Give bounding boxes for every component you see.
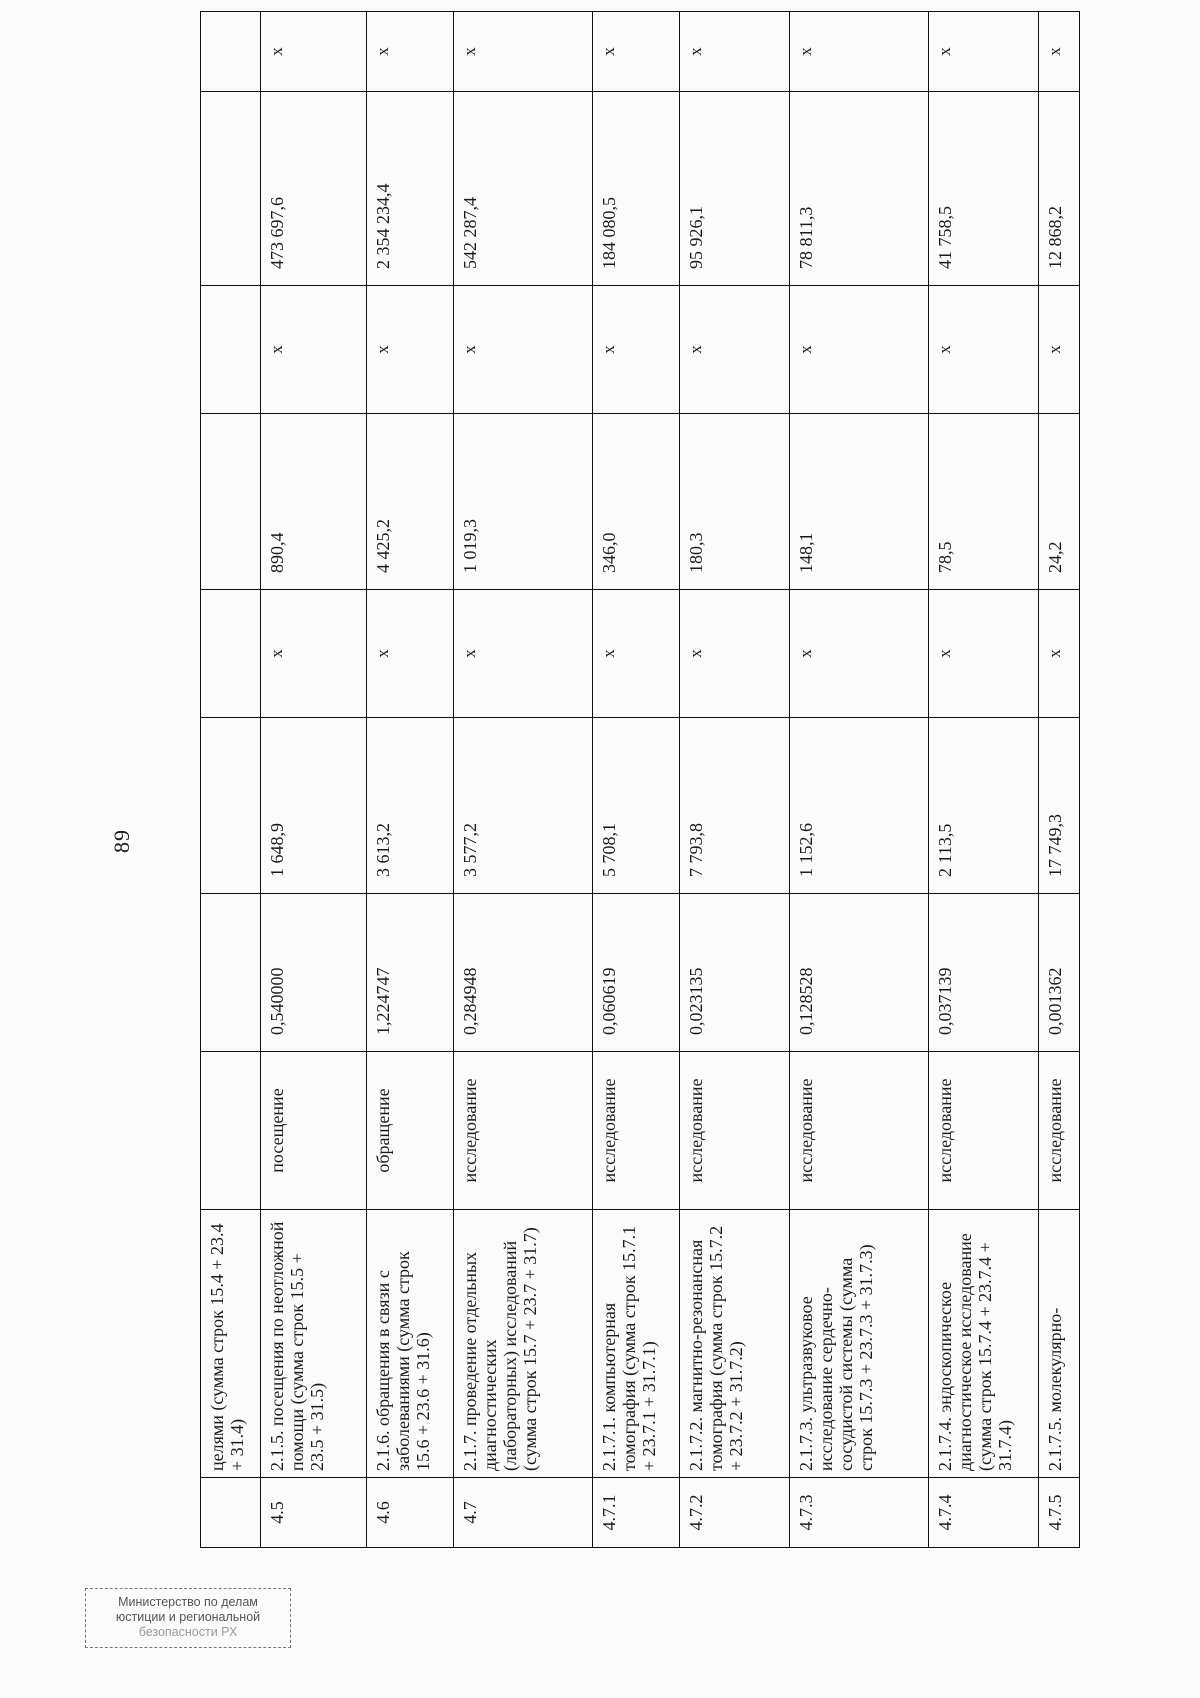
row-name: 2.1.7.1. компьютерная томография (сумма строк 15.7.1 + 23.7.1 + 31.7.1) (592, 1210, 679, 1478)
row-norm: 0,128528 (790, 894, 928, 1052)
row-s1: 148,1 (790, 414, 928, 590)
row-c2: x (592, 286, 679, 414)
row-c2: x (679, 286, 790, 414)
rotated-table-content (200, 47, 1080, 1548)
row-s2: 78 811,3 (790, 92, 928, 286)
row-s2: 12 868,2 (1039, 92, 1080, 286)
stamp-line-2: юстиции и региональной (115, 1610, 261, 1624)
row-norm: 0,023135 (679, 894, 790, 1052)
row-s2: 41 758,5 (928, 92, 1039, 286)
row-unit: обращение (366, 1052, 453, 1210)
cell-name: целями (сумма строк 15.4 + 23.4 + 31.4) (201, 1210, 261, 1478)
row-s2: 542 287,4 (454, 92, 592, 286)
cell-cost (201, 718, 261, 894)
row-norm: 0,540000 (260, 894, 366, 1052)
row-s2: 184 080,5 (592, 92, 679, 286)
cell-norm (201, 894, 261, 1052)
row-name: 2.1.7.4. эндоскопическое диагностическое исследование (сумма строк 15.7.4 + 23.7.4 + 31.7.4) (928, 1210, 1039, 1478)
row-cost: 5 708,1 (592, 718, 679, 894)
row-name: 2.1.7.5. молекулярно- (1039, 1210, 1080, 1478)
row-name: 2.1.5. посещения по неотложной помощи (сумма строк 15.5 + 23.5 + 31.5) (260, 1210, 366, 1478)
row-s1: 78,5 (928, 414, 1039, 590)
row-c1: x (592, 590, 679, 718)
row-s1: 1 019,3 (454, 414, 592, 590)
row-c3: x (679, 12, 790, 92)
rotated-table-frame (200, 47, 1080, 1548)
row-c2: x (454, 286, 592, 414)
row-s1: 4 425,2 (366, 414, 453, 590)
cell-c1 (201, 590, 261, 718)
row-s2: 2 354 234,4 (366, 92, 453, 286)
row-c2: x (1039, 286, 1080, 414)
row-s2: 473 697,6 (260, 92, 366, 286)
row-cost: 7 793,8 (679, 718, 790, 894)
row-name: 2.1.6. обращения в связи с заболеваниями (сумма строк 15.6 + 23.6 + 31.6) (366, 1210, 453, 1478)
page-number: 89 (109, 829, 134, 853)
row-s1: 890,4 (260, 414, 366, 590)
row-c1: x (454, 590, 592, 718)
row-s1: 24,2 (1039, 414, 1080, 590)
row-norm: 0,001362 (1039, 894, 1080, 1052)
row-c3: x (260, 12, 366, 92)
row-code: 4.7 (454, 1478, 592, 1548)
row-cost: 2 113,5 (928, 718, 1039, 894)
stamp-line-1: Министерство по делам (118, 1595, 258, 1609)
cell-s1 (201, 414, 261, 590)
row-unit: исследование (592, 1052, 679, 1210)
row-c1: x (1039, 590, 1080, 718)
table-row (592, 12, 679, 1548)
row-c2: x (928, 286, 1039, 414)
row-c3: x (454, 12, 592, 92)
cell-c3 (201, 12, 261, 92)
table-row (366, 12, 453, 1548)
row-code: 4.6 (366, 1478, 453, 1548)
table-row (928, 12, 1039, 1548)
row-unit: исследование (679, 1052, 790, 1210)
row-cost: 3 613,2 (366, 718, 453, 894)
row-s2: 95 926,1 (679, 92, 790, 286)
row-s1: 180,3 (679, 414, 790, 590)
row-c1: x (679, 590, 790, 718)
row-c3: x (928, 12, 1039, 92)
row-code: 4.7.3 (790, 1478, 928, 1548)
row-name: 2.1.7.3. ультразвуковое исследование сердечно-сосудистой системы (сумма строк 15.7.3 + 23.7.3 + 31.7.3) (790, 1210, 928, 1478)
table-row (454, 12, 592, 1548)
table-row (790, 12, 928, 1548)
stamp-line-3: безопасности РХ (138, 1625, 238, 1639)
row-norm: 0,284948 (454, 894, 592, 1052)
cell-c2 (201, 286, 261, 414)
row-s1: 346,0 (592, 414, 679, 590)
row-code: 4.7.4 (928, 1478, 1039, 1548)
row-unit: посещение (260, 1052, 366, 1210)
registration-stamp (85, 1588, 291, 1648)
cell-unit (201, 1052, 261, 1210)
row-c2: x (260, 286, 366, 414)
row-c3: x (790, 12, 928, 92)
row-c1: x (260, 590, 366, 718)
row-cost: 1 152,6 (790, 718, 928, 894)
cell-code (201, 1478, 261, 1548)
row-c2: x (790, 286, 928, 414)
data-table (200, 11, 1080, 1548)
row-name: 2.1.7.2. магнитно-резонансная томография (сумма строк 15.7.2 + 23.7.2 + 31.7.2) (679, 1210, 790, 1478)
row-code: 4.7.5 (1039, 1478, 1080, 1548)
table-row (679, 12, 790, 1548)
row-code: 4.5 (260, 1478, 366, 1548)
row-norm: 1,224747 (366, 894, 453, 1052)
cell-s2 (201, 92, 261, 286)
row-c1: x (928, 590, 1039, 718)
row-c2: x (366, 286, 453, 414)
row-c1: x (366, 590, 453, 718)
row-name: 2.1.7. проведение отдельных диагностических (лабораторных) исследований (сумма строк 15.7 + 23.7 + 31.7) (454, 1210, 592, 1478)
row-c3: x (1039, 12, 1080, 92)
row-unit: исследование (928, 1052, 1039, 1210)
table-row-continuation (201, 12, 261, 1548)
table-row (260, 12, 366, 1548)
row-norm: 0,037139 (928, 894, 1039, 1052)
row-code: 4.7.2 (679, 1478, 790, 1548)
row-unit: исследование (790, 1052, 928, 1210)
row-code: 4.7.1 (592, 1478, 679, 1548)
row-unit: исследование (1039, 1052, 1080, 1210)
table-row (1039, 12, 1080, 1548)
row-c3: x (592, 12, 679, 92)
row-unit: исследование (454, 1052, 592, 1210)
row-norm: 0,060619 (592, 894, 679, 1052)
row-cost: 17 749,3 (1039, 718, 1080, 894)
row-c1: x (790, 590, 928, 718)
row-cost: 3 577,2 (454, 718, 592, 894)
row-cost: 1 648,9 (260, 718, 366, 894)
row-c3: x (366, 12, 453, 92)
